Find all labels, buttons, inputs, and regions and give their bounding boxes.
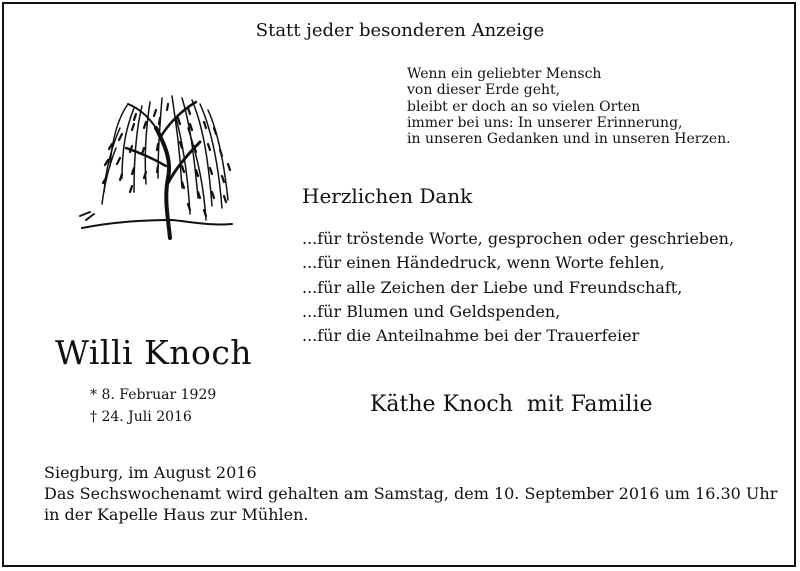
mass-location: in der Kapelle Haus zur Mühlen. [44, 505, 309, 524]
thanks-list [302, 227, 734, 348]
thanks-item: ...für die Anteilnahme bei der Trauerfeier [302, 326, 640, 346]
poem [407, 66, 731, 147]
weeping-willow-icon [72, 88, 244, 246]
notice-header: Statt jeder besonderen Anzeige [255, 20, 545, 41]
poem-line: in unseren Gedanken und in unseren Herzen. [407, 131, 731, 148]
death-date: † 24. Juli 2016 [90, 409, 192, 425]
footer [44, 462, 777, 525]
signature: Käthe Knoch mit Familie [370, 392, 653, 417]
deceased-name: Willi Knoch [55, 333, 253, 372]
thanks-title: Herzlichen Dank [302, 184, 473, 208]
poem-line: bleibt er doch an so vielen Orten [407, 98, 641, 115]
thanks-item: ...für alle Zeichen der Liebe und Freundschaft, [302, 277, 683, 297]
life-dates [90, 384, 216, 428]
poem-line: immer bei uns: In unserer Erinnerung, [407, 114, 683, 131]
poem-line: Wenn ein geliebter Mensch [407, 66, 602, 82]
thanks-item: ...für tröstende Worte, gesprochen oder geschrieben, [302, 229, 735, 248]
poem-line: von dieser Erde geht, [407, 82, 561, 99]
thanks-item: ...für Blumen und Geldspenden, [302, 301, 561, 321]
thanks-item: ...für einen Händedruck, wenn Worte fehlen, [302, 253, 665, 273]
mass-announcement: Das Sechswochenamt wird gehalten am Samstag, dem 10. September 2016 um 16.30 Uhr [44, 484, 778, 503]
birth-date: * 8. Februar 1929 [90, 387, 217, 403]
place-date: Siegburg, im August 2016 [44, 463, 257, 482]
